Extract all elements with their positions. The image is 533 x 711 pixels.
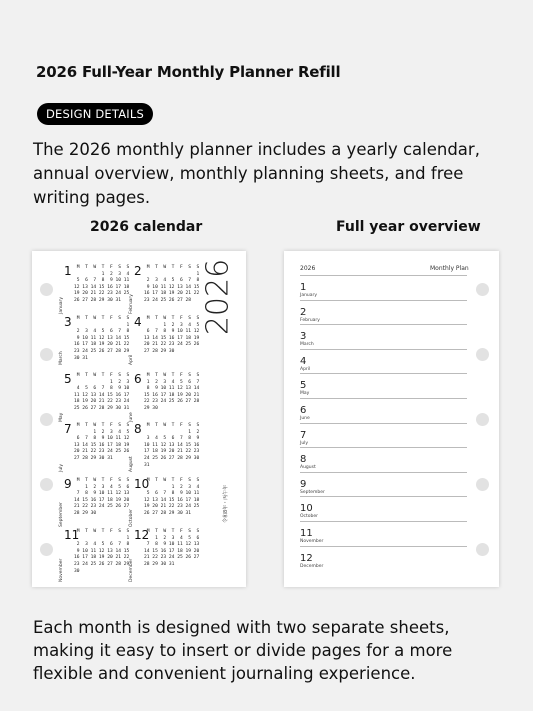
overview-month-number: 8: [300, 454, 307, 466]
month-day-grid: M T W T F S S 1 2 3 4 5 6 7 8 9 10 11 12 13 14 15 16 17 18 19 20 21 22 23 24 25 26 27 28 29 30: [144, 316, 200, 354]
month-name: October: [129, 508, 134, 527]
month-day-grid: M T W T F S S 1 2 3 4 5 6 7 8 9 10 11 12 13 14 15 16 17 18 19 20 21 22 23 24 25 26 27 28 29 30: [144, 373, 200, 411]
overview-month-number: 12: [300, 552, 313, 564]
overview-month-number: 6: [300, 405, 307, 416]
month-number: 12: [134, 528, 150, 542]
binder-hole: [476, 413, 489, 426]
month-number: 3: [64, 315, 72, 329]
calendar-month: [59, 372, 132, 425]
month-name: May: [59, 412, 64, 422]
month-day-grid: M T W T F S S 1 2 3 4 5 6 7 8 9 10 11 12 13 14 15 16 17 18 19 20 21 22 23 24 25 26 27 28: [144, 265, 200, 303]
month-number: 5: [64, 372, 72, 386]
overview-month-number: 7: [300, 429, 307, 441]
overview-month-name: May: [300, 391, 310, 397]
calendar-month: [59, 477, 132, 530]
overview-month-name: June: [300, 416, 310, 421]
month-name: November: [59, 558, 64, 582]
calendar-sheet: [32, 251, 246, 587]
calendar-month: [129, 528, 202, 585]
month-number: 6: [134, 372, 142, 386]
month-name: December: [129, 558, 134, 582]
month-day-grid: M T W T F S S 1 2 3 4 5 6 7 8 9 10 11 12 13 14 15 16 17 18 19 20 21 22 23 24 25 26 27 28 29 30 31: [74, 265, 130, 303]
overview-plan-label: Monthly Plan: [430, 265, 469, 272]
binder-hole: [40, 283, 53, 296]
outro-paragraph: Each month is designed with two separate sheets, making it easy to insert or divide pages for a more flexible and convenient journaling experience.: [33, 618, 453, 683]
binder-hole: [476, 348, 489, 361]
overview-year: 2026: [300, 265, 316, 272]
calendar-month: [59, 315, 132, 368]
month-number: 4: [134, 315, 142, 329]
overview-month-row: [300, 423, 467, 447]
overview-month-row: [300, 546, 467, 570]
overview-month-name: October: [300, 514, 319, 520]
month-name: January: [59, 296, 64, 314]
overview-month-number: 11: [300, 528, 313, 539]
overview-month-number: 2: [300, 306, 307, 318]
month-day-grid: M T W T F S S 1 2 3 4 5 6 7 8 9 10 11 12 13 14 15 16 17 18 19 20 21 22 23 24 25 26 27 28 29 30 31: [74, 316, 130, 361]
month-name: February: [129, 294, 134, 314]
design-details-badge: DESIGN DETAILS: [37, 103, 153, 125]
calendar-month: [129, 264, 202, 317]
overview-month-name: April: [300, 366, 311, 372]
overview-month-name: November: [300, 539, 324, 544]
overview-month-name: December: [300, 563, 324, 569]
calendar-year: 2026: [200, 258, 236, 336]
month-number: 8: [134, 422, 142, 436]
intro-paragraph: The 2026 monthly planner includes a yearly calendar, annual overview, monthly planning sheets, and free writing pages.: [33, 140, 480, 207]
overview-heading: Full year overview: [336, 219, 481, 235]
calendar-month: [129, 372, 202, 425]
binder-hole: [40, 478, 53, 491]
month-day-grid: M T W T F S S 1 2 3 4 5 6 7 8 9 10 11 12 13 14 15 16 17 18 19 20 21 22 23 24 25 26 27 28 29 30 31: [144, 423, 200, 468]
calendar-month: [59, 264, 132, 317]
month-day-grid: M T W T F S S 1 2 3 4 5 6 7 8 9 10 11 12 13 14 15 16 17 18 19 20 21 22 23 24 25 26 27 28 29 30 31: [74, 373, 130, 411]
month-day-grid: M T W T F S S 1 2 3 4 5 6 7 8 9 10 11 12 13 14 15 16 17 18 19 20 21 22 23 24 25 26 27 28 29 30: [74, 478, 130, 516]
calendar-month: [129, 477, 202, 530]
overview-month-row: [300, 521, 467, 545]
month-name: March: [59, 351, 64, 365]
overview-month-number: 5: [300, 380, 307, 392]
calendar-month: [129, 422, 202, 475]
calendar-heading: 2026 calendar: [90, 219, 203, 235]
month-name: April: [129, 354, 134, 365]
month-number: 9: [64, 477, 72, 491]
overview-month-row: [300, 472, 467, 496]
month-number: 7: [64, 422, 72, 436]
binder-hole: [40, 543, 53, 556]
month-day-grid: M T W T F S S 1 2 3 4 5 6 7 8 9 10 11 12 13 14 15 16 17 18 19 20 21 22 23 24 25 26 27 28 29 30: [74, 529, 130, 574]
overview-month-name: January: [300, 293, 318, 298]
month-day-grid: M T W T F S S 1 2 3 4 5 6 7 8 9 10 11 12 13 14 15 16 17 18 19 20 21 22 23 24 25 26 27 28 29 30 31: [144, 478, 200, 516]
overview-month-row: [300, 300, 467, 324]
calendar-month: [59, 528, 132, 585]
overview-month-name: July: [300, 440, 309, 446]
era-mark: 令和8年・丙午年: [223, 484, 229, 523]
month-name: July: [59, 463, 64, 472]
binder-hole: [40, 413, 53, 426]
calendar-month: [59, 422, 132, 475]
month-name: September: [59, 502, 64, 527]
binder-hole: [476, 283, 489, 296]
overview-month-number: 4: [300, 355, 307, 367]
overview-month-name: February: [300, 317, 320, 323]
month-day-grid: M T W T F S S 1 2 3 4 5 6 7 8 9 10 11 12 13 14 15 16 17 18 19 20 21 22 23 24 25 26 27 28 29 30 31: [144, 529, 200, 567]
page-title: 2026 Full-Year Monthly Planner Refill: [36, 63, 341, 81]
overview-month-row: [300, 275, 467, 299]
overview-month-number: 9: [300, 478, 307, 490]
overview-month-name: March: [300, 342, 314, 348]
month-day-grid: M T W T F S S 1 2 3 4 5 6 7 8 9 10 11 12 13 14 15 16 17 18 19 20 21 22 23 24 25 26 27 28 29 30 31: [74, 423, 130, 461]
overview-month-row: [300, 349, 467, 373]
overview-month-row: [300, 496, 467, 520]
month-name: June: [129, 412, 134, 422]
overview-month-row: [300, 447, 467, 471]
binder-hole: [476, 543, 489, 556]
overview-month-number: 10: [300, 503, 313, 515]
overview-month-row: [300, 398, 467, 422]
month-number: 10: [134, 477, 150, 491]
month-name: August: [129, 456, 134, 472]
overview-month-row: [300, 373, 467, 397]
calendar-month: [129, 315, 202, 368]
month-number: 11: [64, 528, 80, 542]
month-number: 1: [64, 264, 72, 278]
binder-hole: [40, 348, 53, 361]
overview-month-name: August: [300, 465, 316, 471]
overview-month-name: September: [300, 489, 325, 495]
month-number: 2: [134, 264, 142, 278]
overview-month-number: 3: [300, 331, 307, 343]
overview-sheet: [284, 251, 499, 587]
overview-month-row: [300, 324, 467, 348]
binder-hole: [476, 478, 489, 491]
overview-month-number: 1: [300, 282, 307, 293]
